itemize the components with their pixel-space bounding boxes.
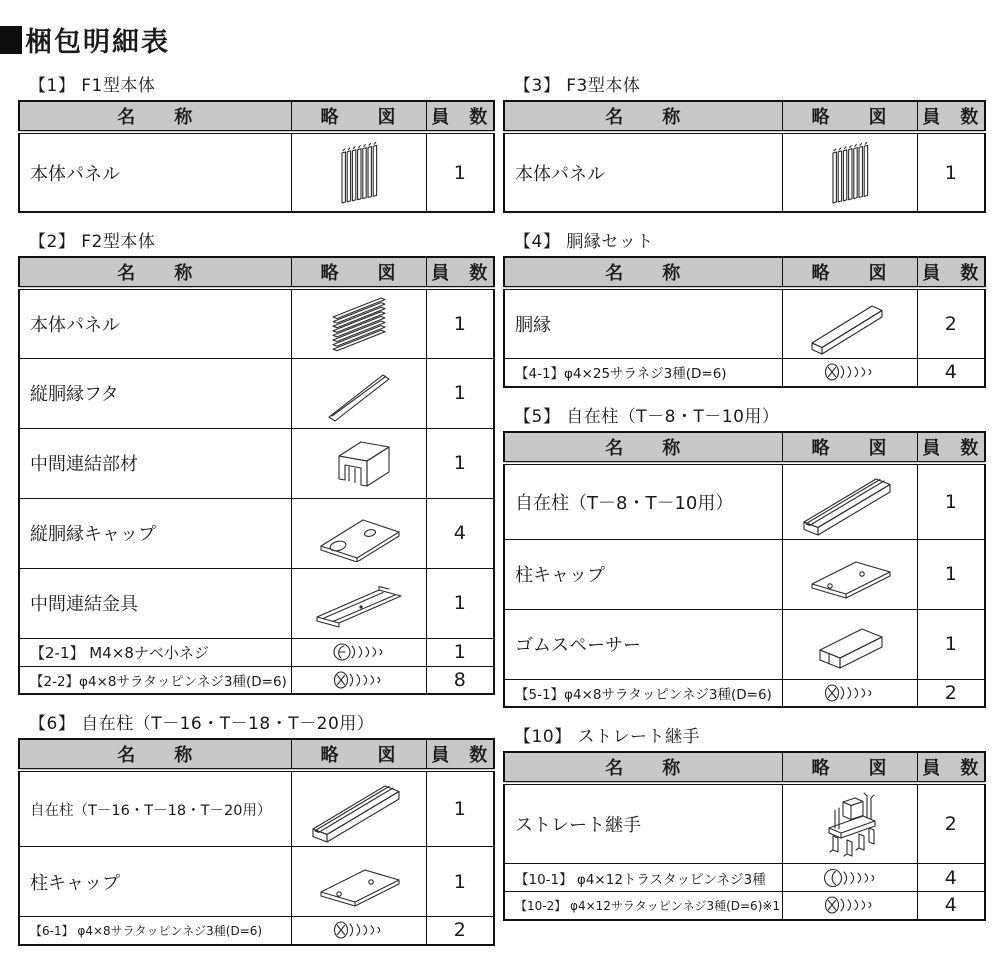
- part-sketch-cell: [782, 679, 917, 707]
- qty-column-header: 員 数: [917, 101, 985, 132]
- part-name-cell: 【2-1】 M4×8ナベ小ネジ: [19, 638, 291, 666]
- sketch-column-header: 略 図: [291, 257, 426, 288]
- table-row: [19, 568, 494, 638]
- table-header-row: [19, 257, 494, 288]
- table-row: [504, 132, 985, 212]
- sketch-column-header: 略 図: [291, 101, 426, 132]
- part-sketch-cell: [291, 428, 426, 498]
- table-header: [504, 257, 985, 288]
- part-qty-cell: 8: [426, 666, 494, 694]
- part-name-cell: 【6-1】 φ4×8サラタッピンネジ3種(D=6): [19, 917, 291, 945]
- sketch-column-header: 略 図: [782, 257, 917, 288]
- parts-section: [503, 402, 986, 709]
- part-name-cell: ゴムスペーサー: [504, 609, 782, 679]
- table-header-row: [504, 257, 985, 288]
- part-qty-cell: 1: [917, 609, 985, 679]
- sketch-screw-flat-icon: [332, 669, 386, 691]
- part-name-cell: 【2-2】φ4×8サラタッピンネジ3種(D=6): [19, 666, 291, 694]
- table-header-row: [504, 101, 985, 132]
- table-body: [504, 463, 985, 708]
- table-row: [19, 428, 494, 498]
- sketch-rail-icon: [305, 773, 413, 845]
- part-qty-cell: 1: [426, 358, 494, 428]
- table-header: [504, 101, 985, 132]
- part-qty-cell: 2: [917, 288, 985, 359]
- parts-table: [18, 738, 495, 946]
- part-qty-cell: 1: [917, 463, 985, 540]
- qty-column-header: 員 数: [426, 739, 494, 770]
- table-row: [19, 917, 494, 945]
- part-qty-cell: 1: [426, 770, 494, 847]
- sketch-screw-flat-icon: [823, 361, 877, 383]
- part-qty-cell: 1: [426, 132, 494, 212]
- sketch-panel-vertical-icon: [822, 137, 878, 209]
- part-sketch-cell: [782, 359, 917, 387]
- parts-section: [18, 227, 495, 695]
- part-sketch-cell: [782, 864, 917, 892]
- table-row: [19, 770, 494, 847]
- part-qty-cell: 4: [917, 892, 985, 920]
- part-sketch-cell: [291, 917, 426, 945]
- part-qty-cell: 1: [426, 638, 494, 666]
- table-header: [19, 101, 494, 132]
- table-header-row: [504, 432, 985, 463]
- name-column-header: 名 称: [504, 432, 782, 463]
- part-name-cell: 本体パネル: [19, 132, 291, 212]
- sketch-screw-flat-icon: [823, 894, 877, 916]
- part-name-cell: 【10-2】 φ4×12サラタッピンネジ3種(D=6)※1: [504, 892, 782, 920]
- part-sketch-cell: [291, 638, 426, 666]
- qty-column-header: 員 数: [426, 257, 494, 288]
- table-row: [19, 358, 494, 428]
- title-square-icon: [0, 26, 22, 54]
- table-row: [504, 609, 985, 679]
- part-name-cell: ストレート継手: [504, 783, 782, 864]
- table-header: [504, 752, 985, 783]
- table-body: [19, 288, 494, 694]
- part-sketch-cell: [291, 770, 426, 847]
- sketch-screw-flat-icon: [823, 682, 877, 704]
- part-name-cell: 本体パネル: [19, 288, 291, 358]
- table-header: [504, 432, 985, 463]
- name-column-header: 名 称: [19, 257, 291, 288]
- qty-column-header: 員 数: [917, 432, 985, 463]
- table-row: [504, 864, 985, 892]
- part-qty-cell: 1: [426, 288, 494, 358]
- table-row: [19, 666, 494, 694]
- part-sketch-cell: [291, 568, 426, 638]
- table-header: [19, 257, 494, 288]
- parts-section: [18, 709, 495, 946]
- table-body: [19, 132, 494, 212]
- sketch-flat-bar-icon: [319, 361, 399, 425]
- part-sketch-cell: [782, 892, 917, 920]
- part-sketch-cell: [782, 463, 917, 540]
- section-label: 【1】 F1型本体: [29, 76, 156, 96]
- part-name-cell: 柱キャップ: [19, 847, 291, 917]
- part-name-cell: 中間連結金具: [19, 568, 291, 638]
- sketch-bracket-icon: [309, 577, 409, 629]
- part-qty-cell: 4: [426, 498, 494, 568]
- table-header-row: [19, 739, 494, 770]
- table-header: [19, 739, 494, 770]
- part-sketch-cell: [782, 132, 917, 212]
- part-qty-cell: 2: [917, 783, 985, 864]
- part-sketch-cell: [782, 783, 917, 864]
- sketch-screw-pan-icon: [332, 641, 386, 663]
- table-body: [504, 132, 985, 212]
- part-sketch-cell: [782, 288, 917, 359]
- sketch-post-cap-icon: [313, 856, 405, 908]
- part-qty-cell: 4: [917, 864, 985, 892]
- part-name-cell: 【5-1】φ4×8サラタッピンネジ3種(D=6): [504, 679, 782, 707]
- part-name-cell: 本体パネル: [504, 132, 782, 212]
- table-body: [504, 783, 985, 920]
- table-row: [504, 783, 985, 864]
- part-name-cell: 中間連結部材: [19, 428, 291, 498]
- sketch-channel-icon: [325, 434, 393, 492]
- part-qty-cell: 1: [426, 428, 494, 498]
- part-name-cell: 胴縁: [504, 288, 782, 359]
- part-sketch-cell: [291, 132, 426, 212]
- section-label: 【4】 胴縁セット: [514, 232, 654, 252]
- name-column-header: 名 称: [19, 739, 291, 770]
- parts-table: [503, 256, 986, 388]
- part-name-cell: 柱キャップ: [504, 539, 782, 609]
- part-qty-cell: 1: [426, 568, 494, 638]
- table-body: [504, 288, 985, 387]
- part-sketch-cell: [782, 609, 917, 679]
- sketch-square-bar-icon: [802, 291, 898, 357]
- name-column-header: 名 称: [504, 257, 782, 288]
- qty-column-header: 員 数: [426, 101, 494, 132]
- part-name-cell: 自在柱（T－8・T－10用）: [504, 463, 782, 540]
- parts-section: [503, 722, 986, 921]
- part-qty-cell: 1: [426, 847, 494, 917]
- table-row: [19, 498, 494, 568]
- part-qty-cell: 2: [917, 679, 985, 707]
- table-columns: [0, 71, 1000, 960]
- table-body: [19, 770, 494, 945]
- part-sketch-cell: [291, 498, 426, 568]
- part-name-cell: 縦胴縁キャップ: [19, 498, 291, 568]
- part-qty-cell: 1: [917, 132, 985, 212]
- part-sketch-cell: [291, 666, 426, 694]
- sketch-screw-flat-icon: [332, 919, 386, 941]
- section-label: 【5】 自在柱（T－8・T－10用）: [514, 406, 780, 427]
- table-row: [19, 847, 494, 917]
- sketch-panel-vertical-icon: [331, 137, 387, 209]
- parts-table: [503, 751, 986, 921]
- parts-table: [18, 256, 495, 695]
- column-right: [503, 71, 986, 935]
- sketch-column-header: 略 図: [782, 101, 917, 132]
- table-row: [19, 638, 494, 666]
- part-qty-cell: 1: [917, 539, 985, 609]
- part-name-cell: 【10-1】 φ4×12トラスタッピンネジ3種: [504, 864, 782, 892]
- name-column-header: 名 称: [504, 752, 782, 783]
- table-row: [504, 359, 985, 387]
- section-label: 【3】 F3型本体: [514, 76, 641, 96]
- qty-column-header: 員 数: [917, 752, 985, 783]
- qty-column-header: 員 数: [917, 257, 985, 288]
- sketch-post-cap-icon: [804, 548, 896, 600]
- sketch-rail-icon: [796, 466, 904, 538]
- sketch-panel-stack-icon: [323, 292, 395, 356]
- sketch-screw-truss-icon: [823, 867, 877, 889]
- table-row: [504, 892, 985, 920]
- part-sketch-cell: [291, 847, 426, 917]
- page-title: 梱包明細表: [25, 27, 170, 58]
- table-row: [504, 539, 985, 609]
- part-name-cell: 縦胴縁フタ: [19, 358, 291, 428]
- section-label: 【6】 自在柱（T－16・T－18・T－20用）: [29, 714, 375, 734]
- parts-table: [503, 431, 986, 709]
- name-column-header: 名 称: [504, 101, 782, 132]
- sketch-rubber-block-icon: [808, 616, 892, 672]
- section-label: 【10】 ストレート継手: [514, 727, 701, 747]
- part-name-cell: 自在柱（T－16・T－18・T－20用）: [19, 770, 291, 847]
- table-row: [19, 132, 494, 212]
- parts-section: [503, 227, 986, 388]
- table-header-row: [504, 752, 985, 783]
- part-name-cell: 【4-1】φ4×25サラネジ3種(D=6): [504, 359, 782, 387]
- part-qty-cell: 2: [426, 917, 494, 945]
- sketch-cap-plate-icon: [311, 504, 407, 562]
- section-label: 【2】 F2型本体: [29, 232, 156, 252]
- parts-section: [18, 71, 495, 213]
- sketch-joint-icon: [817, 786, 883, 862]
- column-left: [18, 71, 495, 960]
- table-row: [504, 288, 985, 359]
- sketch-column-header: 略 図: [782, 752, 917, 783]
- table-row: [504, 679, 985, 707]
- part-sketch-cell: [782, 539, 917, 609]
- parts-table: [18, 100, 495, 213]
- part-sketch-cell: [291, 288, 426, 358]
- sketch-column-header: 略 図: [782, 432, 917, 463]
- sketch-column-header: 略 図: [291, 739, 426, 770]
- page-title-row: [0, 20, 1000, 59]
- part-sketch-cell: [291, 358, 426, 428]
- table-header-row: [19, 101, 494, 132]
- part-qty-cell: 4: [917, 359, 985, 387]
- name-column-header: 名 称: [19, 101, 291, 132]
- table-row: [504, 463, 985, 540]
- parts-section: [503, 71, 986, 213]
- table-row: [19, 288, 494, 358]
- parts-table: [503, 100, 986, 213]
